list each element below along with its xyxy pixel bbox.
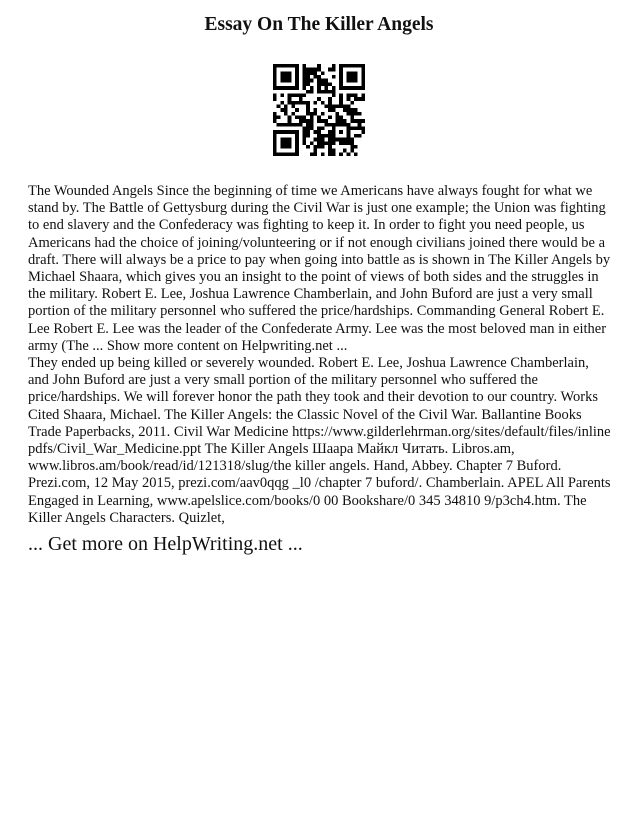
page-title: Essay On The Killer Angels: [204, 14, 434, 35]
essay-body: [28, 183, 612, 527]
qr-code-icon: [273, 64, 365, 156]
get-more-link[interactable]: ... Get more on HelpWriting.net ...: [28, 533, 303, 555]
essay-paragraph-2: They ended up being killed or severely wounded. Robert E. Lee, Joshua Lawrence Chamberlain, and John Buford are just a very small portion of the military personnel who suffered the price/hardships. We will forever honor the path they took and their devotion to our country. Works Cited Shaara, Michael. The Killer Angels: the Classic Novel of the Civil War. Ballantine Books Trade Paperbacks, 2011. Civil War Medicine https://www.gilderlehrman.org/sites/default/files/inline pdfs/Civil_War_Medicine.ppt The Killer Angels Шаара Майкл Читать. Libros.am, www.libros.am/book/read/id/121318/slug/the killer angels. Hand, Abbey. Chapter 7 Buford. Prezi.com, 12 May 2015, prezi.com/aav0qqg _l0 /chapter 7 buford/. Chamberlain. APEL All Parents Engaged in Learning, www.apelslice.com/books/0 00 Bookshare/0 345 34810 9/p3ch4.htm. The Killer Angels Characters. Quizlet,: [28, 355, 611, 526]
essay-paragraph-1: The Wounded Angels Since the beginning of time we Americans have always fought for what we stand by. The Battle of Gettysburg during the Civil War is just one example; the Union was fighting to end slavery and the Confederacy was fighting to keep it. In order to fight you need people, us Americans had the choice of joining/volunteering or if not enough civilians joined there would be a draft. There will always be a price to pay when going into battle as is shown in The Killer Angels by Michael Shaara, which gives you an insight to the point of views of both sides and the struggles in the military. Robert E. Lee, Joshua Lawrence Chamberlain, and John Buford are just a very small portion of the military personnel who suffered the price/hardships. Commanding General Robert E. Lee Robert E. Lee was the leader of the Confederate Army. Lee was the most beloved man in either army (The ... Show more content on Helpwriting.net ...: [28, 183, 611, 354]
